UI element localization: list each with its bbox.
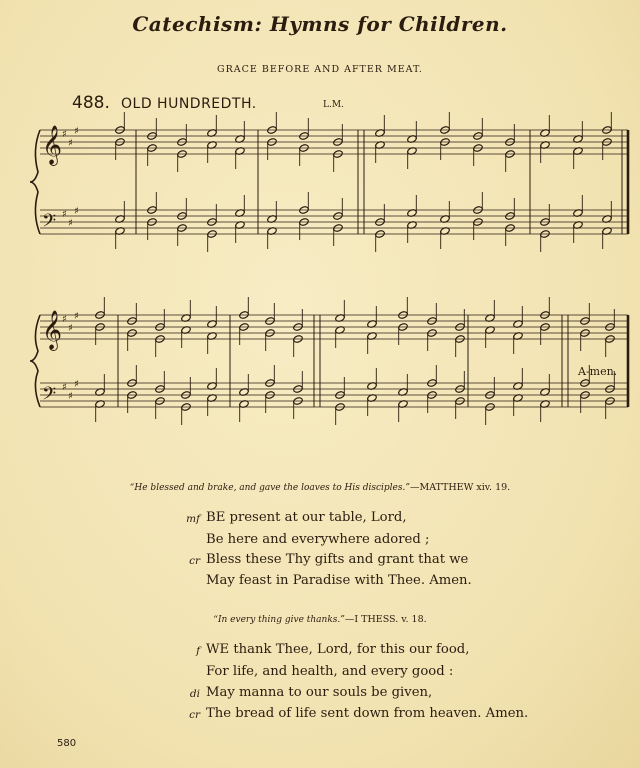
- bass-clef-icon: 𝄢: [42, 384, 57, 409]
- page-number: 580: [57, 738, 77, 749]
- sharp-icon: ♯: [74, 206, 79, 217]
- sharp-icon: ♯: [74, 126, 79, 137]
- sharp-icon: ♯: [68, 391, 73, 402]
- epigraph-thessalonians: [0, 614, 640, 625]
- sharp-icon: ♯: [74, 311, 79, 322]
- dynamic-mark: mf: [186, 513, 200, 525]
- epigraph-matthew: [0, 482, 640, 493]
- music-system-1: [30, 112, 628, 252]
- epigraph-reference: —I THESS. v. 18.: [344, 614, 427, 625]
- sharp-icon: ♯: [68, 218, 73, 229]
- sharp-icon: ♯: [62, 314, 67, 325]
- meter: L.M.: [323, 100, 344, 110]
- amen-label: A-men.: [578, 365, 618, 378]
- verse-line: BE present at our table, Lord,: [206, 510, 407, 525]
- dynamic-mark: f: [196, 645, 200, 657]
- dynamic-mark: cr: [189, 709, 200, 721]
- bass-clef-icon: 𝄢: [42, 211, 57, 236]
- section-title: GRACE BEFORE AND AFTER MEAT.: [217, 64, 423, 75]
- verse-line: Be here and everywhere adored ;: [206, 532, 430, 547]
- system-brace: [30, 315, 40, 407]
- verse-line: The bread of life sent down from heaven. Amen.: [206, 706, 529, 721]
- sharp-icon: ♯: [62, 129, 67, 140]
- verse-line: WE thank Thee, Lord, for this our food,: [206, 642, 470, 657]
- verse-line: May feast in Paradise with Thee. Amen.: [206, 573, 472, 588]
- treble-clef-icon: 𝄞: [42, 125, 63, 165]
- treble-clef-icon: 𝄞: [42, 310, 63, 350]
- sharp-icon: ♯: [74, 379, 79, 390]
- dynamic-mark: cr: [189, 555, 200, 567]
- sharp-icon: ♯: [62, 209, 67, 220]
- hymn-number: 488.: [72, 93, 110, 113]
- verse-line: For life, and health, and every good :: [206, 664, 454, 679]
- music-system-2: [30, 297, 628, 425]
- epigraph-quote: “In every thing give thanks.”: [213, 615, 345, 625]
- verse-line: May manna to our souls be given,: [206, 685, 433, 700]
- system-brace: [30, 130, 40, 234]
- running-head: Catechism: Hymns for Children.: [132, 12, 508, 36]
- epigraph-quote: “He blessed and brake, and gave the loaves to His disciples.”: [129, 483, 410, 493]
- sharp-icon: ♯: [62, 382, 67, 393]
- verse-line: Bless these Thy gifts and grant that we: [206, 552, 469, 567]
- tune-name: OLD HUNDREDTH.: [121, 96, 257, 112]
- sharp-icon: ♯: [68, 323, 73, 334]
- dynamic-mark: di: [189, 688, 200, 700]
- sharp-icon: ♯: [68, 138, 73, 149]
- epigraph-reference: —MATTHEW xiv. 19.: [409, 482, 511, 493]
